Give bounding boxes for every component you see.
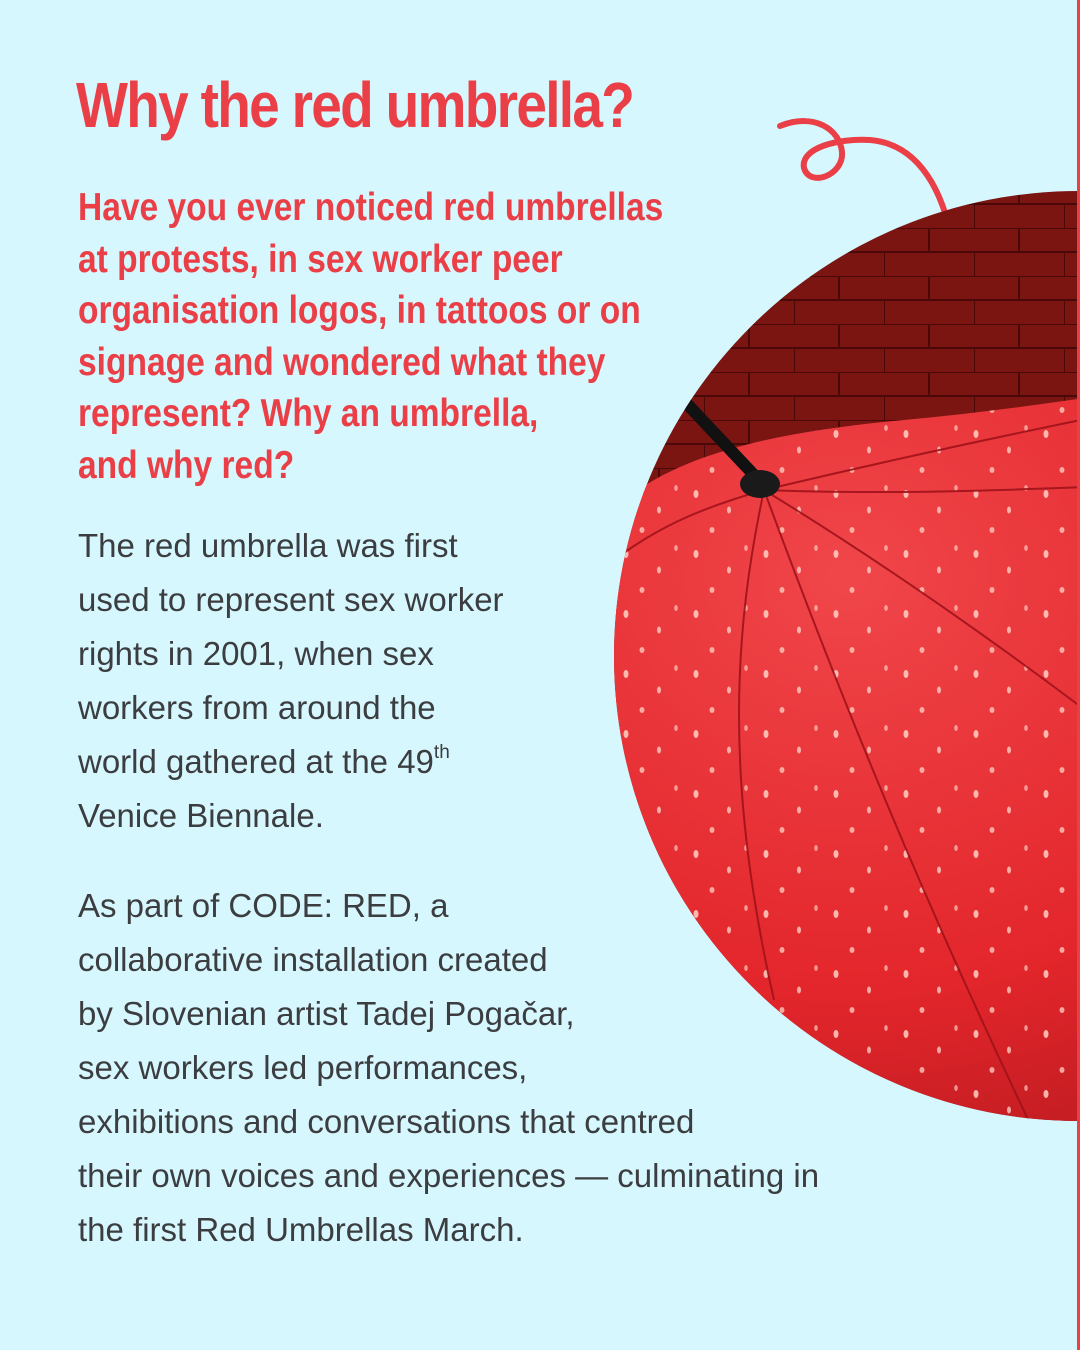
intro-question <box>78 182 697 491</box>
code-red-paragraph <box>78 879 819 1257</box>
intro-line: signage and wondered what they <box>78 340 606 384</box>
paragraph-line <box>78 735 504 789</box>
paragraph-line: exhibitions and conversations that centred <box>78 1103 695 1140</box>
paragraph-line: workers from around the <box>78 689 436 726</box>
ordinal-superscript: th <box>433 742 450 763</box>
paragraph-line: by Slovenian artist Tadej Pogačar, <box>78 995 575 1032</box>
paragraph-line-text: world gathered at the 49 <box>78 743 434 780</box>
paragraph-line: their own voices and experiences — culminating in <box>78 1157 820 1194</box>
paragraph-line: As part of CODE: RED, a <box>78 887 449 924</box>
paragraph-line: collaborative installation created <box>78 941 548 978</box>
intro-line: represent? Why an umbrella, <box>78 392 539 435</box>
intro-line: and why red? <box>78 443 295 487</box>
paragraph-line: rights in 2001, when sex <box>78 635 434 672</box>
intro-line: Have you ever noticed red umbrellas <box>78 186 664 229</box>
paragraph-line: sex workers led performances, <box>78 1049 528 1086</box>
paragraph-line: Venice Biennale. <box>78 797 324 834</box>
page-title: Why the red umbrella? <box>76 69 634 141</box>
paragraph-line: used to represent sex worker <box>78 581 504 618</box>
history-paragraph <box>78 519 504 843</box>
intro-line: organisation logos, in tattoos or on <box>78 289 641 332</box>
intro-line: at protests, in sex worker peer <box>78 237 563 281</box>
paragraph-line: The red umbrella was first <box>78 527 458 564</box>
paragraph-line: the first Red Umbrellas March. <box>78 1211 524 1248</box>
